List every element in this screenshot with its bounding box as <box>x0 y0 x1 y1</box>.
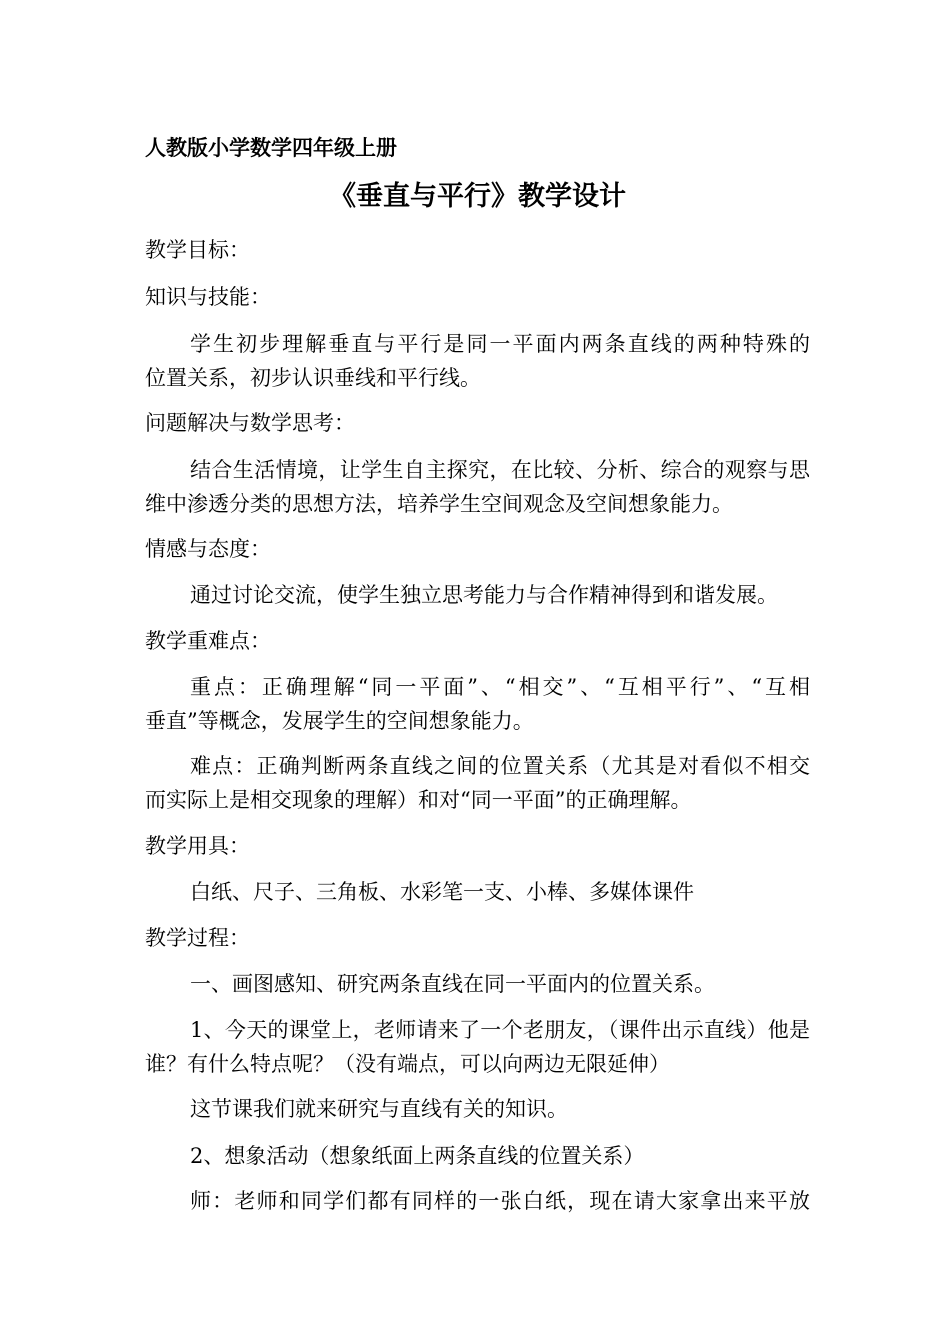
subheading-knowledge-skills: 知识与技能： <box>145 285 271 309</box>
paragraph-line: 垂直”等概念，发展学生的空间想象能力。 <box>145 709 534 733</box>
paragraph-line: 2、想象活动（想象纸面上两条直线的位置关系） <box>190 1144 645 1168</box>
paragraph-line: 而实际上是相交现象的理解）和对“同一平面”的正确理解。 <box>145 788 692 812</box>
paragraph-line: 重点：正确理解“同一平面”、“相交”、“互相平行”、“互相 <box>190 675 810 699</box>
series-heading: 人教版小学数学四年级上册 <box>145 136 397 160</box>
section-heading-process: 教学过程： <box>145 926 250 950</box>
paragraph-line: 结合生活情境，让学生自主探究，在比较、分析、综合的观察与思 <box>190 458 810 482</box>
paragraph-line: 学生初步理解垂直与平行是同一平面内两条直线的两种特殊的 <box>190 332 810 356</box>
paragraph-line: 一、画图感知、研究两条直线在同一平面内的位置关系。 <box>190 972 715 996</box>
subheading-emotion-attitude: 情感与态度： <box>145 537 271 561</box>
paragraph-line: 师：老师和同学们都有同样的一张白纸，现在请大家拿出来平放 <box>190 1189 810 1213</box>
paragraph-line: 这节课我们就来研究与直线有关的知识。 <box>190 1097 568 1121</box>
paragraph-line: 白纸、尺子、三角板、水彩笔一支、小棒、多媒体课件 <box>190 880 694 904</box>
document-title: 《垂直与平行》教学设计 <box>329 181 626 212</box>
paragraph-line: 难点：正确判断两条直线之间的位置关系（尤其是对看似不相交 <box>190 754 810 778</box>
paragraph-line: 1、今天的课堂上，老师请来了一个老朋友，（课件出示直线）他是 <box>190 1018 810 1042</box>
paragraph-line: 谁？有什么特点呢？（没有端点，可以向两边无限延伸） <box>145 1052 670 1076</box>
section-heading-tools: 教学用具： <box>145 834 250 858</box>
subheading-problem-solving: 问题解决与数学思考： <box>145 411 355 435</box>
section-heading-key-points: 教学重难点： <box>145 629 271 653</box>
paragraph-line: 通过讨论交流，使学生独立思考能力与合作精神得到和谐发展。 <box>190 583 778 607</box>
section-heading-objectives: 教学目标： <box>145 238 250 262</box>
paragraph-line: 位置关系，初步认识垂线和平行线。 <box>145 366 481 390</box>
paragraph-line: 维中渗透分类的思想方法，培养学生空间观念及空间想象能力。 <box>145 492 733 516</box>
